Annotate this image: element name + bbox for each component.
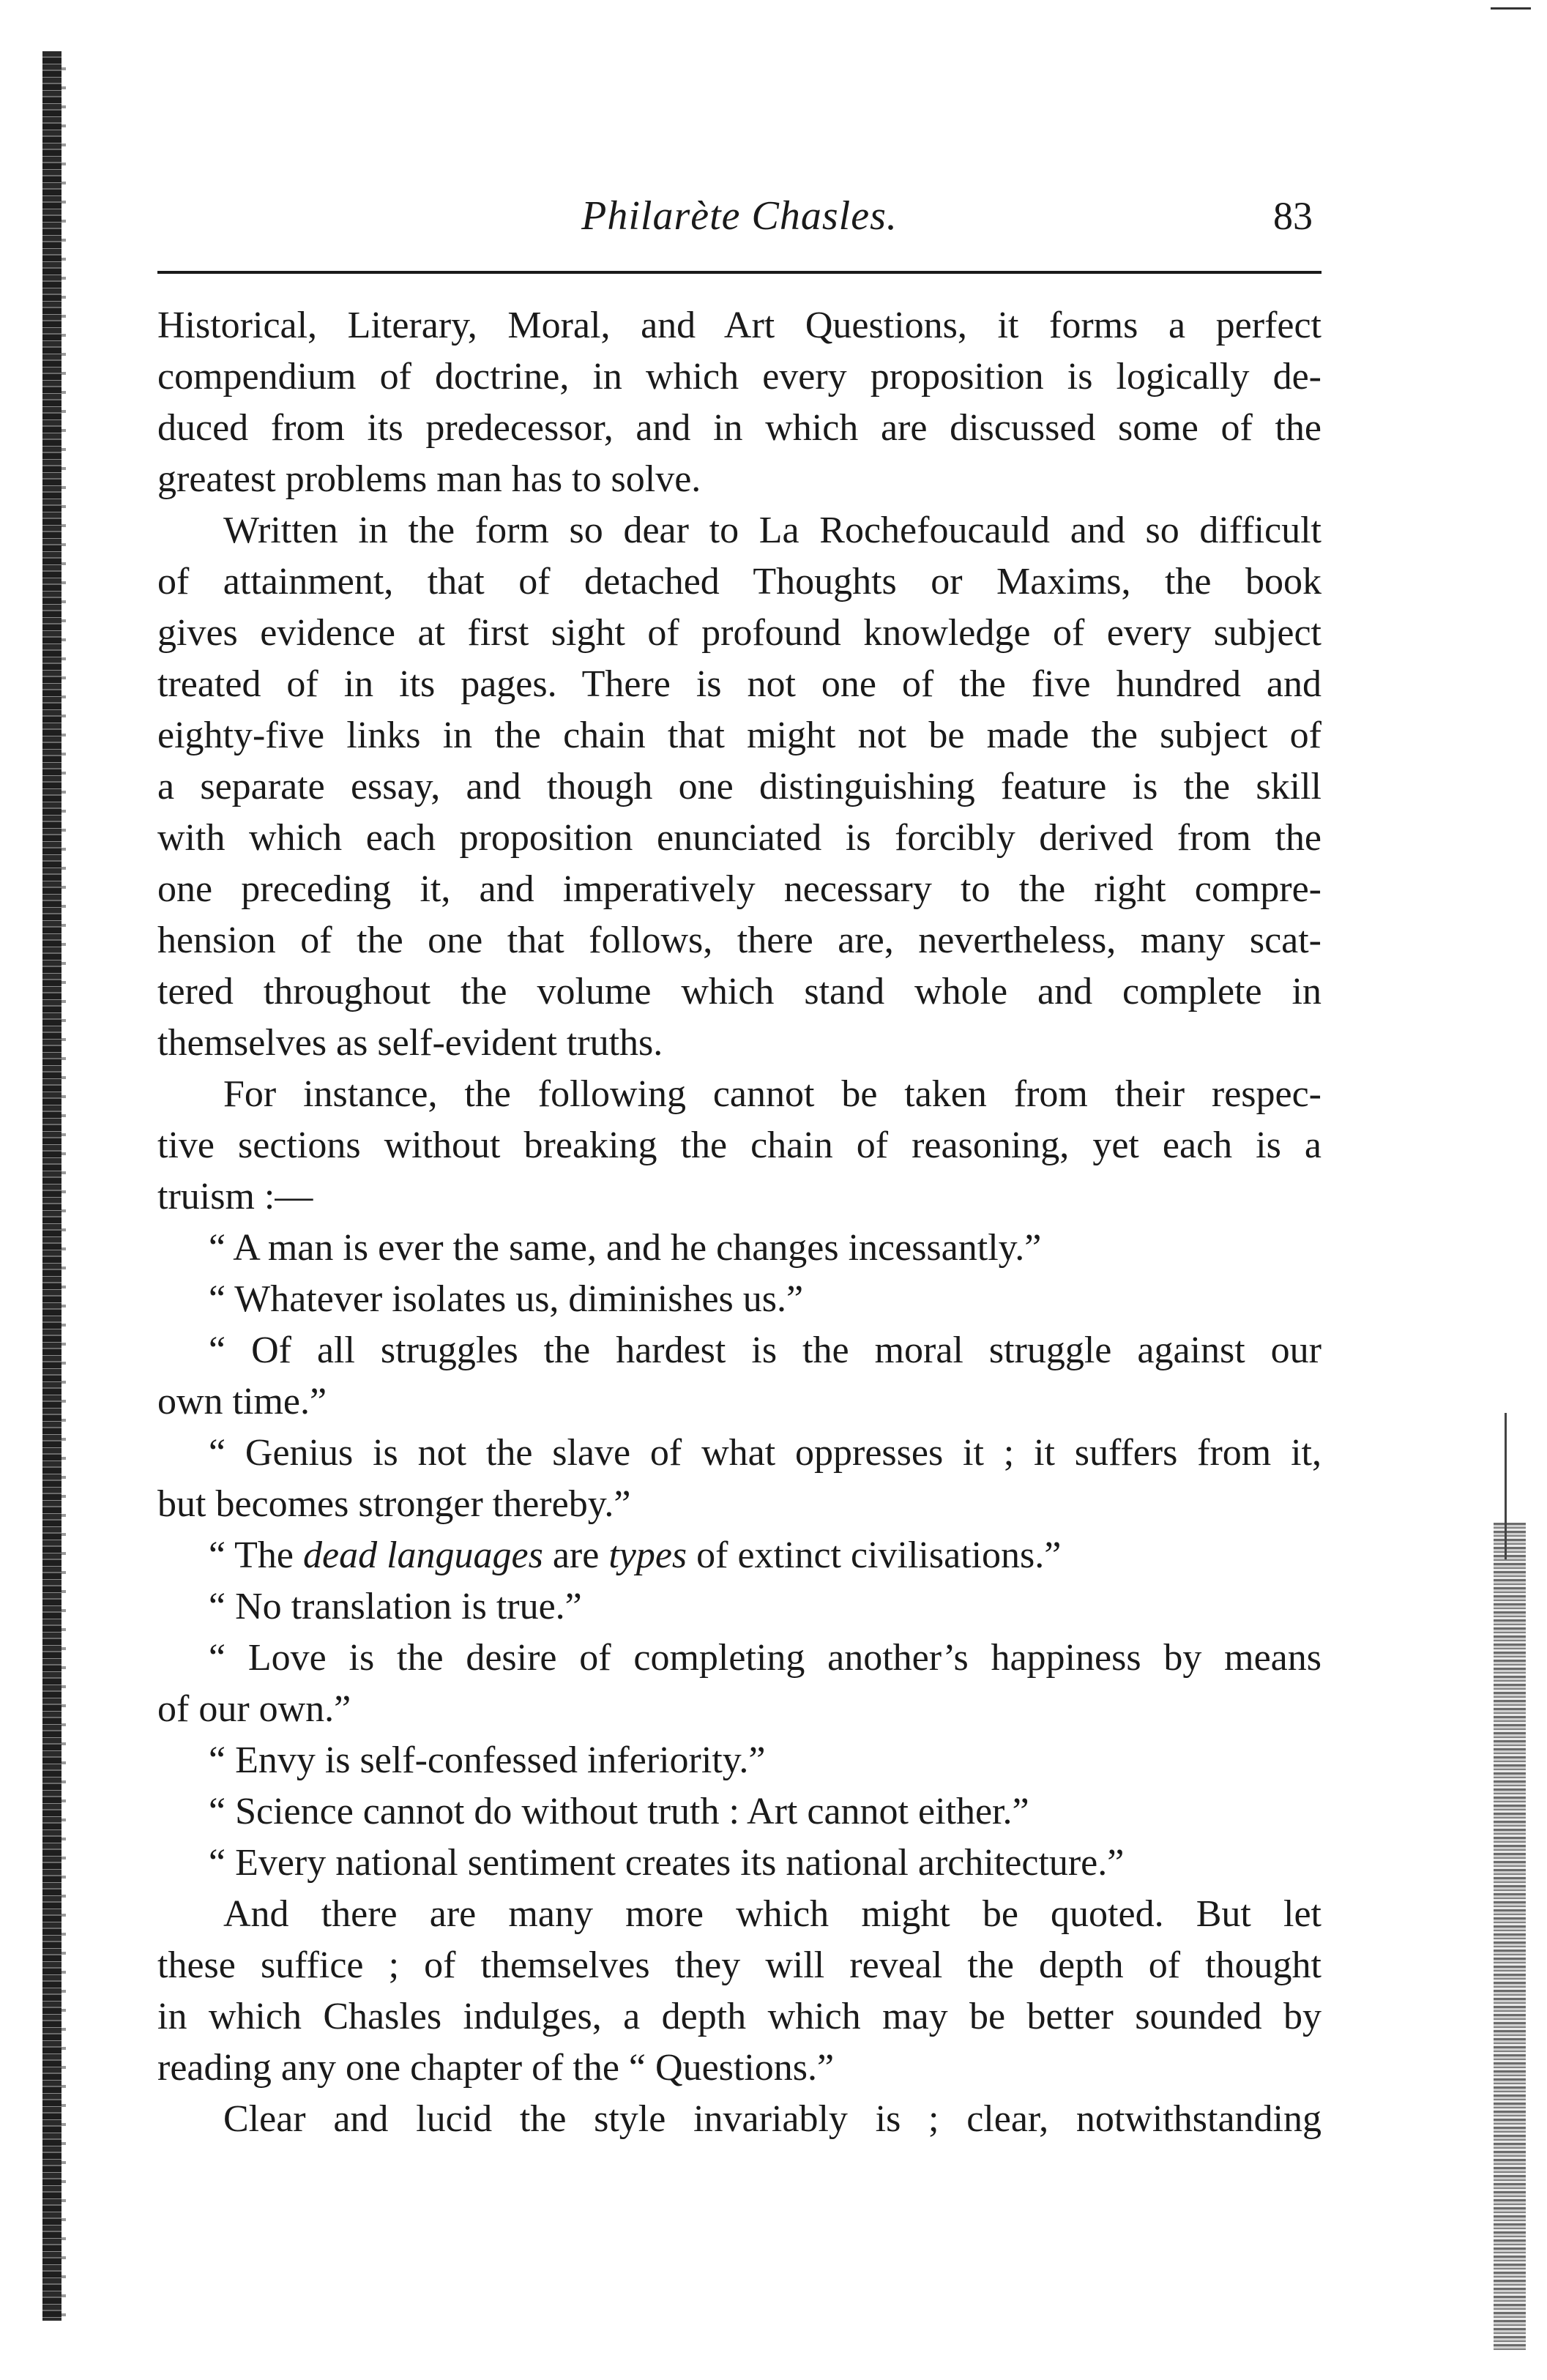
text-line: Written in the form so dear to La Rochefoucauld and so difficult <box>223 510 1322 551</box>
text-line: one preceding it, and imperatively necessary to the right compre- <box>157 868 1322 910</box>
text-line: hension of the one that follows, there are, nevertheless, many scat- <box>157 919 1322 961</box>
maxim-line: “ A man is ever the same, and he changes incessantly.” <box>209 1227 1042 1269</box>
text-line: For instance, the following cannot be taken from their respec- <box>223 1073 1322 1115</box>
text-line: Historical, Literary, Moral, and Art Questions, it forms a perfect <box>157 305 1322 346</box>
maxim-line: “ Love is the desire of completing another’s happiness by means <box>209 1637 1322 1679</box>
maxim-text: “ The <box>209 1534 303 1576</box>
text-line: truism :— <box>157 1176 313 1217</box>
text-line: compendium of doctrine, in which every proposition is logically de- <box>157 356 1322 398</box>
maxim-line: “ Genius is not the slave of what oppresses it ; it suffers from it, <box>209 1432 1322 1474</box>
text-line: reading any one chapter of the “ Questions.” <box>157 2047 835 2089</box>
text-line: tered throughout the volume which stand whole and complete in <box>157 971 1322 1012</box>
maxim-line: “ Science cannot do without truth : Art cannot either.” <box>209 1791 1029 1832</box>
text-line: And there are many more which might be quoted. But let <box>223 1893 1322 1935</box>
maxim-italic-text: dead languages <box>302 1534 543 1576</box>
text-line: these suffice ; of themselves they will reveal the depth of thought <box>157 1944 1322 1986</box>
page-number: 83 <box>1273 194 1313 238</box>
text-line: a separate essay, and though one distinguishing feature is the skill <box>157 766 1322 807</box>
text-line: themselves as self-evident truths. <box>157 1022 663 1064</box>
maxim-text: are <box>543 1534 609 1576</box>
text-line: duced from its predecessor, and in which are discussed some of the <box>157 407 1322 449</box>
scan-corner-mark <box>1491 7 1531 10</box>
maxim-line: “ Every national sentiment creates its national architecture.” <box>209 1842 1125 1884</box>
page-header <box>157 187 1322 245</box>
maxim-text: of extinct civilisations.” <box>687 1534 1062 1576</box>
text-line: of attainment, that of detached Thoughts or Maxims, the book <box>157 561 1322 603</box>
text-line: tive sections without breaking the chain of reasoning, yet each is a <box>157 1124 1322 1166</box>
text-line: gives evidence at first sight of profound knowledge of every subject <box>157 612 1322 654</box>
maxim-line <box>157 1530 1322 1581</box>
maxim-italic-text: types <box>608 1534 687 1576</box>
scan-right-edge <box>1494 1523 1526 2350</box>
scan-binding-edge <box>61 51 66 2321</box>
body-text <box>157 300 1322 2145</box>
text-line: in which Chasles indulges, a depth which may be better sounded by <box>157 1996 1322 2037</box>
text-line: treated of in its pages. There is not one of the five hundred and <box>157 663 1322 705</box>
scan-binding-gutter <box>42 51 61 2321</box>
text-line: greatest problems man has to solve. <box>157 458 701 500</box>
maxim-line: “ Whatever isolates us, diminishes us.” <box>209 1278 804 1320</box>
text-line: eighty-five links in the chain that might not be made the subject of <box>157 715 1322 756</box>
maxim-line: own time.” <box>157 1381 327 1422</box>
maxim-line: of our own.” <box>157 1688 351 1730</box>
maxim-line: but becomes stronger thereby.” <box>157 1483 631 1525</box>
maxim-line: “ Envy is self-confessed inferiority.” <box>209 1739 766 1781</box>
maxim-line: “ No translation is true.” <box>209 1586 582 1627</box>
text-line: Clear and lucid the style invariably is ; clear, notwithstanding <box>223 2098 1322 2140</box>
header-rule <box>157 271 1322 274</box>
scan-right-edge-line <box>1505 1413 1507 1559</box>
maxim-line: “ Of all struggles the hardest is the moral struggle against our <box>209 1329 1322 1371</box>
running-title: Philarète Chasles. <box>581 193 898 239</box>
text-line: with which each proposition enunciated is forcibly derived from the <box>157 817 1322 859</box>
